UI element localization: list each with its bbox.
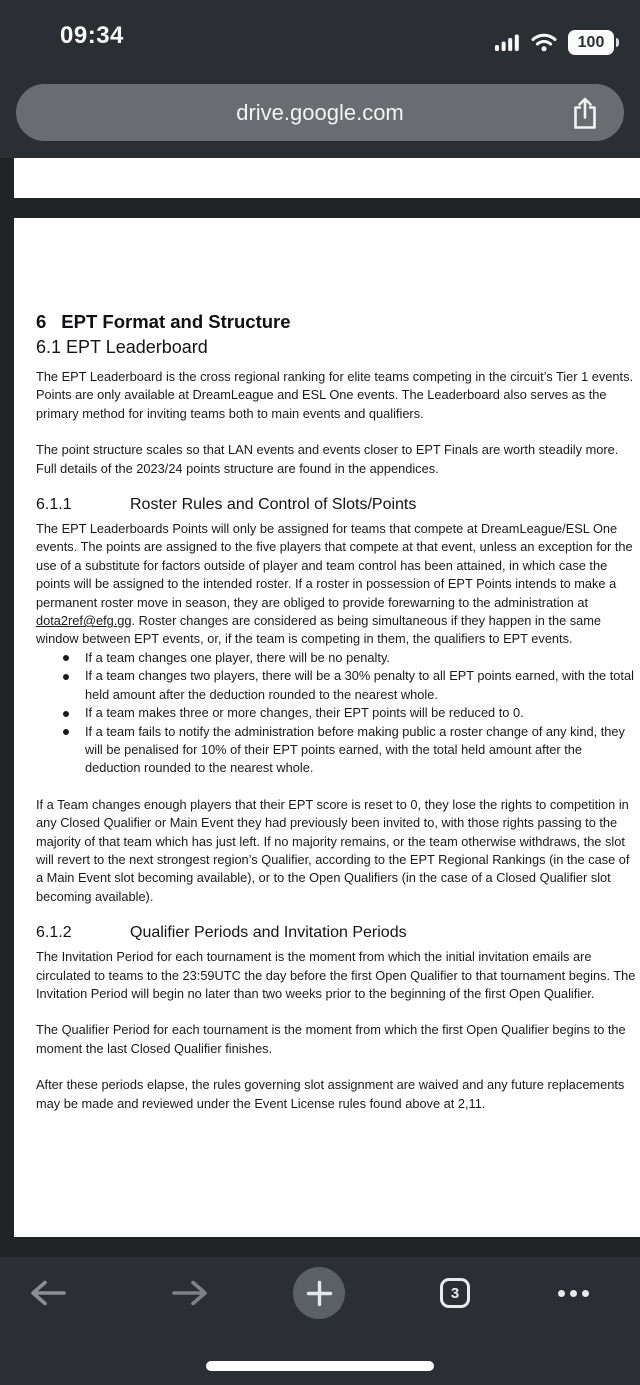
plus-icon [306,1280,333,1307]
email-link[interactable]: dota2ref@efg.gg [36,613,132,629]
clock: 09:34 [60,22,124,49]
url-text: drive.google.com [236,99,404,125]
subsection-heading: 6.1 EPT Leaderboard [36,337,208,357]
paragraph-text: The EPT Leaderboards Points will only be assigned for teams that compete at DreamLeague/ESL One events. The points are assigned to the five players that compete at that event, unless an exception for the use of a substitute for factors outside of player and team control has been attained, in which case the points will be assigned to the intended roster. If a roster in possession of EPT Points intends to make a permanent roster move in season, they are obliged to provide forewarning to the administration at [36,521,633,610]
paragraph: The Qualifier Period for each tournament is the moment from which the first Open Qualifier begins to the moment the last Closed Qualifier finishes. [36,1022,626,1056]
share-icon [571,96,599,131]
address-bar[interactable] [16,84,624,141]
list-item: If a team changes one player, there will be no penalty. [36,649,638,667]
subsection-number: 6.1.2 [36,924,72,942]
tab-switcher-button[interactable] [427,1265,483,1321]
paragraph: The point structure scales so that LAN events and events closer to EPT Finals are worth steadily more. Full details of the 2023/24 points structure are found in the appendices. [36,442,619,476]
pdf-viewer[interactable] [0,158,640,1257]
ellipsis-icon [558,1290,589,1297]
list-item: If a team makes three or more changes, their EPT points will be reduced to 0. [36,704,638,722]
status-icons [495,30,614,55]
document-content [14,218,640,1113]
plus-circle [293,1267,345,1319]
back-button[interactable] [20,1265,76,1321]
list-item: If a team changes two players, there will be a 30% penalty to all EPT points earned, with the total held amount after the deduction rounded to the nearest whole. [36,667,638,704]
paragraph-text: . Roster changes are considered as being simultaneous if they happen in the same window between EPT events, or, if the team is competing in them, the qualifiers to EPT events. [36,613,602,647]
pdf-page-previous-bottom [14,158,640,198]
section-heading [36,310,638,333]
paragraph: The Invitation Period for each tournament is the moment from which the initial invitation emails are circulated to teams to the 23:59UTC the day before the first Open Qualifier to that tournament begins. The Invitation Period will begin no later than two weeks prior to the beginning of the first Open Qualifier. [36,949,636,1001]
battery-icon [568,30,614,55]
arrow-right-icon [169,1276,211,1310]
paragraph: The EPT Leaderboard is the cross regional ranking for elite teams competing in the circuit’s Tier 1 events. Points are only available at DreamLeague and ESL One events. The Leaderboard also serves as the primary method for inviting teams both to main events and qualifiers. [36,369,634,421]
arrow-left-icon [27,1276,69,1310]
pdf-page [14,218,640,1237]
paragraph: After these periods elapse, the rules governing slot assignment are waived and any future replacements may be made and reviewed under the Event License rules found above at 2,11. [36,1077,625,1111]
subsection-title: Qualifier Periods and Invitation Periods [130,924,407,942]
tab-counter-icon [440,1278,470,1308]
cellular-signal-icon [495,34,520,51]
section-title: EPT Format and Structure [61,311,291,332]
home-indicator[interactable] [206,1361,434,1371]
menu-button[interactable] [545,1265,601,1321]
paragraph: If a Team changes enough players that their EPT score is reset to 0, they lose the rights to competition in any Closed Qualifier or Main Event they had previously been invited to, with those rights passing to the majority of that team which has just left. If no majority remains, or the team otherwise withdraws, the slot will revert to the next strongest region’s Qualifier, according to the EPT Regional Rankings (in the case of a Main Event slot becoming available), or to the Open Qualifiers (in the case of a Closed Qualifier slot becoming available). [36,796,630,904]
subsection-title: Roster Rules and Control of Slots/Points [130,496,417,514]
subsection-number: 6.1.1 [36,496,72,514]
paragraph [36,520,638,649]
list-item: If a team fails to notify the administration before making public a roster change of any kind, they will be penalised for 10% of their EPT points earned, with the total held amount after the deduction rounded to the nearest whole. [36,723,638,778]
tab-count: 3 [450,1284,460,1302]
bullet-list [36,649,638,778]
section-number: 6 [36,311,47,332]
subsection-heading-611 [36,494,638,515]
status-bar [0,0,640,72]
browser-toolbar [0,1257,640,1385]
wifi-icon [531,33,557,52]
share-button[interactable] [568,96,602,132]
subsection-heading-612 [36,922,638,943]
battery-percent: 100 [577,33,605,51]
forward-button[interactable] [162,1265,218,1321]
new-tab-button[interactable] [291,1265,347,1321]
